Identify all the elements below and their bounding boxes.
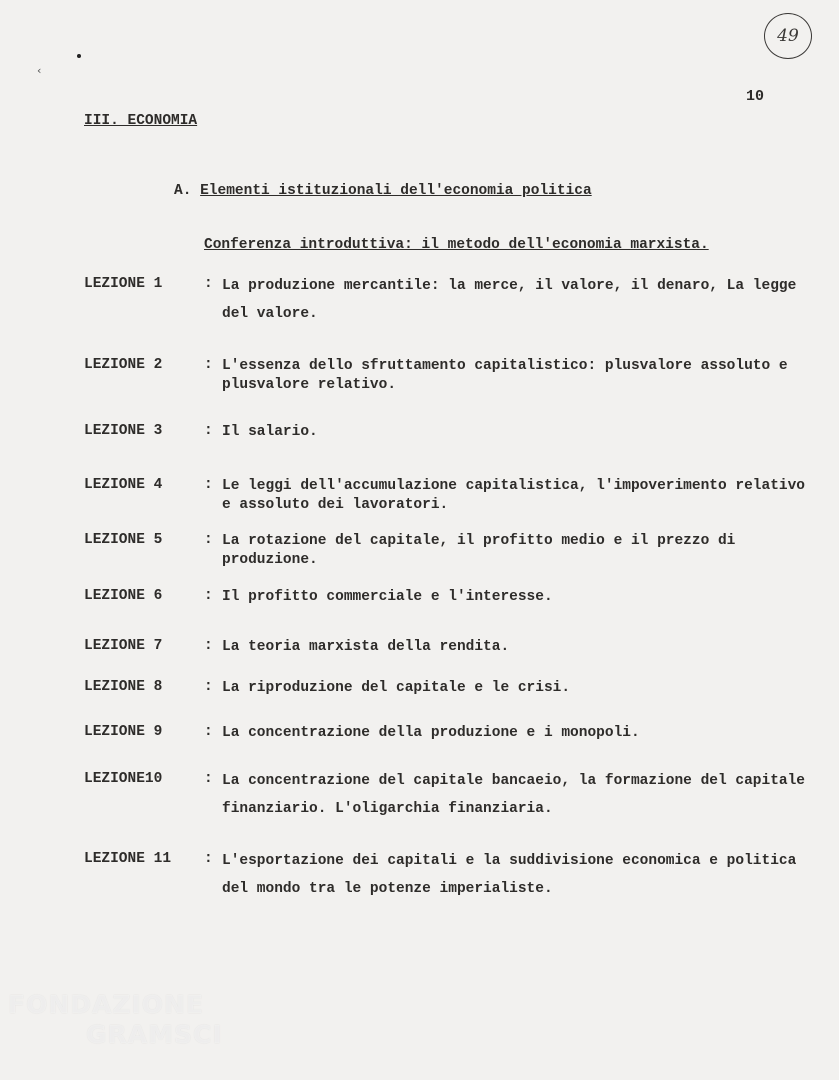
archive-page-mark-number: 49 (777, 26, 799, 46)
lesson-text: Le leggi dell'accumulazione capitalistica, l'impoverimento relativo e assoluto dei lavoratori. (222, 478, 805, 513)
intro-lecture: Conferenza introduttiva: il metodo dell'economia marxista. (204, 237, 709, 253)
lesson-text: Il salario. (222, 424, 318, 440)
lesson-text: La concentrazione del capitale bancaeio, la formazione del capitale finanziario. L'oligarchia finanziaria. (222, 773, 805, 817)
lesson-label: LEZIONE 11 (84, 851, 172, 867)
lesson-label: LEZIONE 1 (84, 276, 163, 292)
watermark-line-2: GRAMSCI (86, 1020, 223, 1049)
ink-dot (77, 54, 81, 58)
lesson-text: La concentrazione della produzione e i monopoli. (222, 725, 640, 741)
lesson-separator: : (204, 724, 213, 740)
lesson-separator: : (204, 477, 213, 493)
lesson-label: LEZIONE 9 (84, 724, 163, 740)
watermark-line-1: FONDAZIONE (8, 990, 205, 1019)
lesson-text: L'essenza dello sfruttamento capitalistico: plusvalore assoluto e plusvalore relativo. (222, 358, 788, 393)
lesson-separator: : (204, 357, 213, 373)
lesson-separator: : (204, 638, 213, 654)
lesson-label: LEZIONE 8 (84, 679, 163, 695)
lesson-label: LEZIONE 3 (84, 423, 163, 439)
section-title: III. ECONOMIA (84, 113, 198, 129)
foundation-watermark (8, 990, 223, 1050)
ink-mark: ‹ (37, 64, 42, 77)
lesson-label: LEZIONE 5 (84, 532, 163, 548)
lesson-label: LEZIONE10 (84, 771, 163, 787)
lesson-label: LEZIONE 7 (84, 638, 163, 654)
lesson-text: La riproduzione del capitale e le crisi. (222, 680, 571, 696)
lesson-text: Il profitto commerciale e l'interesse. (222, 589, 553, 605)
lesson-label: LEZIONE 2 (84, 357, 163, 373)
page-number: 10 (746, 88, 765, 105)
lesson-label: LEZIONE 4 (84, 477, 163, 493)
lesson-text: La teoria marxista della rendita. (222, 639, 510, 655)
lesson-text: L'esportazione dei capitali e la suddivisione economica e politica del mondo tra le potenze imperialiste. (222, 853, 797, 897)
lesson-label: LEZIONE 6 (84, 588, 163, 604)
subsection-title: Elementi istituzionali dell'economia politica (200, 183, 592, 199)
lesson-separator: : (204, 423, 213, 439)
lesson-separator: : (204, 532, 213, 548)
lesson-separator: : (204, 679, 213, 695)
lesson-separator: : (204, 276, 213, 292)
lesson-separator: : (204, 851, 213, 867)
subsection-prefix: A. (174, 183, 192, 199)
lesson-separator: : (204, 771, 213, 787)
lesson-separator: : (204, 588, 213, 604)
lesson-text: La rotazione del capitale, il profitto medio e il prezzo di produzione. (222, 533, 736, 568)
lesson-text: La produzione mercantile: la merce, il valore, il denaro, La legge del valore. (222, 278, 797, 322)
subsection-heading (174, 183, 592, 199)
archive-page-mark (764, 13, 812, 59)
